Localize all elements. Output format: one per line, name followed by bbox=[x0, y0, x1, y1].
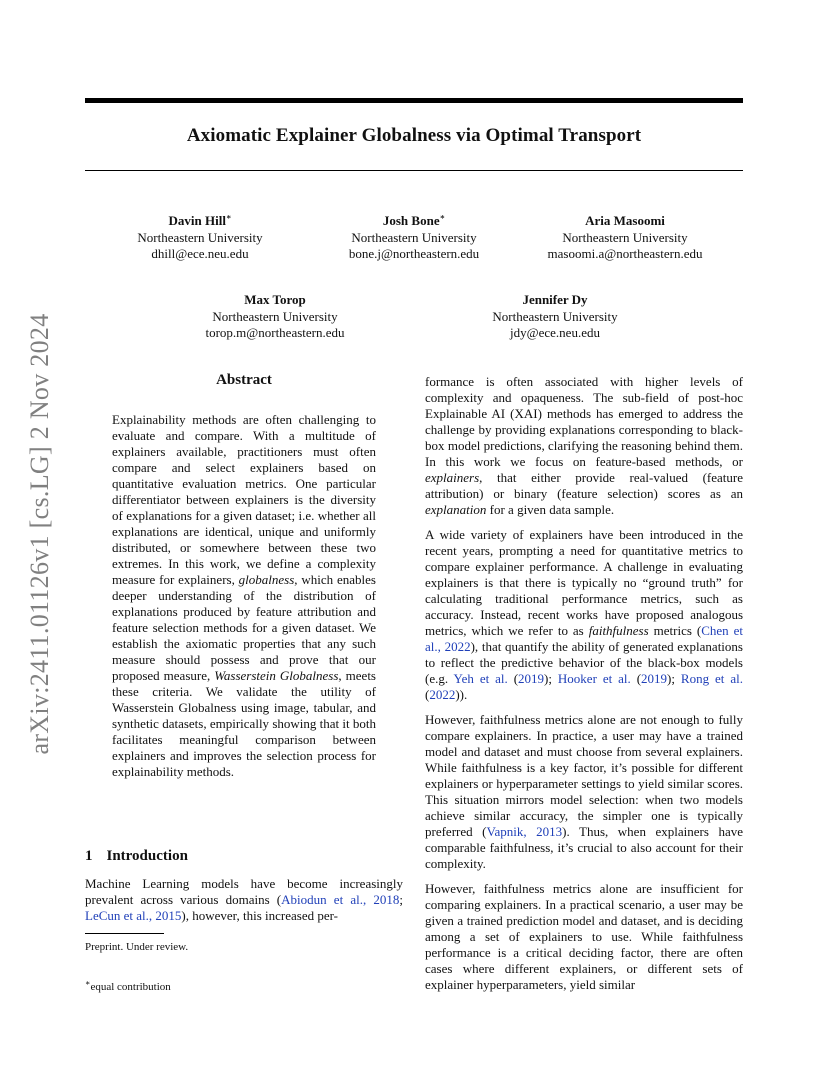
paragraph: However, faithfulness metrics alone are insufficient for comparing explainers. In a practical scenario, a user may be given a trained prediction model and dataset, and is deciding among a set of explainers to use. While faithfulness performance is a critical deciding factor, there are often cases where different explainers, or different sets of explainer hyperparameters, yield similar bbox=[425, 881, 743, 992]
footnote-rule bbox=[85, 933, 164, 934]
introduction-paragraph: Machine Learning models have become increasingly prevalent across various domains (Abiodun et al., 2018; LeCun et al., 2015), however, this increased per- bbox=[85, 876, 403, 923]
author-name: Josh Bone∗ bbox=[382, 212, 446, 228]
title-top-rule bbox=[85, 98, 743, 103]
author-email[interactable]: jdy@ece.neu.edu bbox=[510, 325, 600, 340]
footnote-preprint: Preprint. Under review. bbox=[85, 941, 189, 953]
citation-link[interactable]: Yeh et al. bbox=[453, 671, 508, 686]
footnote-equal-contribution: ∗equal contribution bbox=[85, 978, 171, 993]
author-name: Davin Hill∗ bbox=[168, 212, 232, 228]
author-email[interactable]: bone.j@northeastern.edu bbox=[348, 246, 480, 261]
citation-link[interactable]: Abiodun et al., 2018 bbox=[281, 892, 400, 907]
title-bottom-rule bbox=[85, 170, 743, 171]
citation-link[interactable]: Rong et al. bbox=[680, 671, 743, 686]
paragraph: A wide variety of explainers have been introduced in the recent years, prompting a need for quantitative metrics to compare explainer performance. A challenge in evaluating explainers is that there is typically no “ground truth” for calculating traditional performance metrics, such as accuracy. Instead, recent works have proposed analogous metrics, which we refer to as faithfulness metrics (Chen et al., 2022), that quantify the ability of generated explanations to reflect the predictive behavior of the black-box models (e.g. Yeh et al. (2019); Hooker et al. (2019); Rong et al. (2022)). bbox=[425, 527, 743, 702]
author-affiliation: Northeastern University bbox=[492, 308, 618, 324]
author-block bbox=[455, 292, 655, 342]
author-block bbox=[110, 213, 290, 263]
citation-link[interactable]: Vapnik, 2013 bbox=[486, 824, 563, 839]
paragraph: However, faithfulness metrics alone are not enough to fully compare explainers. In practice, a user may have a trained model and dataset and must choose from several explainers. While faithfulness is a key factor, it’s possible for different explainers or hyperparameter settings to yield similar scores. This situation mirrors model selection: when two models achieve similar accuracy, the simpler one is typically preferred (Vapnik, 2013). Thus, when explainers have comparable faithfulness, it’s crucial to also account for their complexity. bbox=[425, 712, 743, 871]
author-email[interactable]: torop.m@northeastern.edu bbox=[205, 325, 345, 340]
author-name: Aria Masoomi bbox=[585, 213, 665, 228]
citation-link[interactable]: Chen et al., 2022 bbox=[425, 623, 743, 654]
citation-link[interactable]: Hooker et al. bbox=[557, 671, 631, 686]
author-affiliation: Northeastern University bbox=[137, 229, 263, 245]
author-name: Max Torop bbox=[244, 292, 306, 307]
paragraph: formance is often associated with higher levels of complexity and opaqueness. The sub-field of post-hoc Explainable AI (XAI) methods has emerged to address the challenge by providing explanations corresponding to black-box model predictions, clarifying the reasoning behind them. In this work we focus on feature-based methods, or explainers, that either provide real-valued (feature attribution) or binary (feature selection) scores as an explanation for a given data sample. bbox=[425, 374, 743, 517]
citation-link[interactable]: 2022 bbox=[429, 687, 456, 702]
section-heading-introduction: 1 Introduction bbox=[85, 848, 188, 864]
paper-title: Axiomatic Explainer Globalness via Optimal Transport bbox=[186, 125, 642, 146]
author-affiliation: Northeastern University bbox=[351, 229, 477, 245]
citation-link[interactable]: LeCun et al., 2015 bbox=[85, 908, 182, 923]
citation-link[interactable]: 2019 bbox=[518, 671, 545, 686]
author-affiliation: Northeastern University bbox=[212, 308, 338, 324]
author-affiliation: Northeastern University bbox=[562, 229, 688, 245]
author-block bbox=[324, 213, 504, 263]
author-block bbox=[525, 213, 725, 263]
author-name: Jennifer Dy bbox=[522, 292, 588, 307]
author-email[interactable]: dhill@ece.neu.edu bbox=[151, 246, 249, 261]
citation-link[interactable]: 2019 bbox=[641, 671, 668, 686]
author-block bbox=[175, 292, 375, 342]
arxiv-identifier-stamp: arXiv:2411.01126v1 [cs.LG] 2 Nov 2024 bbox=[25, 313, 54, 755]
abstract-body: Explainability methods are often challenging to evaluate and compare. With a multitude of explainers available, practitioners must often compare and select explainers based on quantitative evaluation metrics. One particular differentiator between explainers is the diversity of explanations for a given dataset; i.e. whether all explanations are identical, unique and uniformly distributed, or somewhere between these two extremes. In this work, we define a complexity measure for explainers, globalness, which enables deeper understanding of the distribution of explanations produced by feature attribution and feature selection methods for a given dataset. We establish the axiomatic properties that any such measure should possess and prove that our proposed measure, Wasserstein Globalness, meets these criteria. We validate the utility of Wasserstein Globalness using image, tabular, and synthetic datasets, empirically showing that it both facilitates meaningful comparison between explainers and improves the selection process for explainability methods. bbox=[112, 412, 376, 779]
author-email[interactable]: masoomi.a@northeastern.edu bbox=[547, 246, 703, 261]
right-column-text bbox=[425, 374, 743, 993]
abstract-heading: Abstract bbox=[216, 372, 272, 388]
